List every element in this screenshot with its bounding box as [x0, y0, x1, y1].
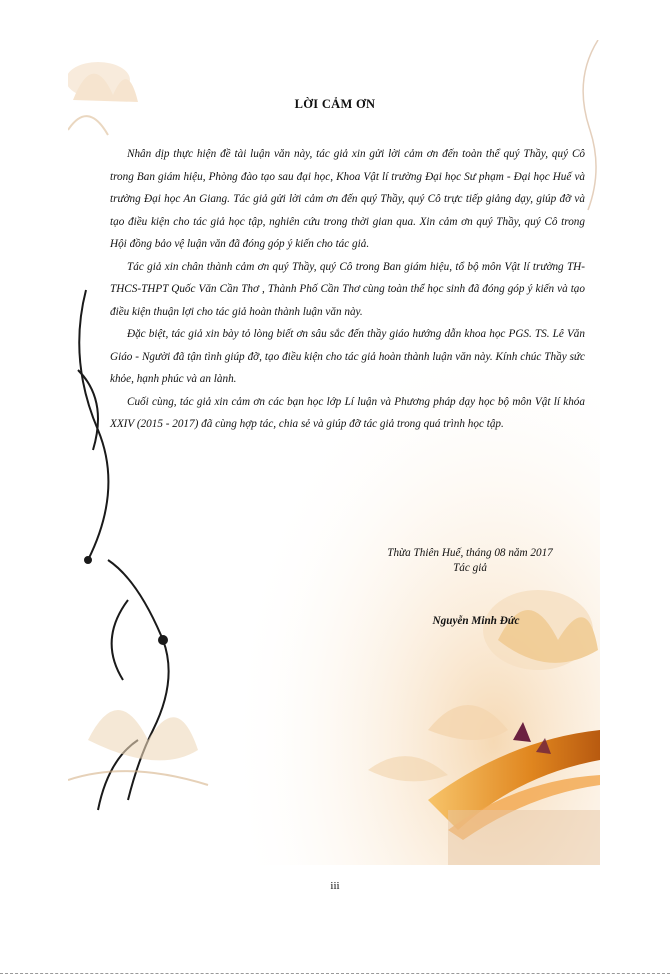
acknowledgement-body [110, 143, 585, 436]
signature-role: Tác giả [453, 562, 487, 574]
signature-name: Nguyễn Minh Đức [432, 615, 520, 627]
paragraph: Tác giả xin chân thành cảm ơn quý Thầy, quý Cô trong Ban giám hiệu, tổ bộ môn Vật lí trường TH-THCS-THPT Quốc Văn Cần Thơ , Thành Phố Cần Thơ cùng toàn thể học sinh đã đóng góp ý kiến và tạo điều kiện thuận lợi cho tác giả hoàn thành luận văn này. [110, 260, 585, 318]
signature-place-date: Thừa Thiên Huế, tháng 08 năm 2017 [387, 547, 553, 559]
paragraph: Cuối cùng, tác giả xin cảm ơn các bạn học lớp Lí luận và Phương pháp dạy học bộ môn Vật lí khóa XXIV (2015 - 2017) đã cùng hợp tác, chia sẻ và giúp đỡ tác giả trong quá trình học tập. [110, 395, 585, 430]
page-number: iii [330, 880, 340, 892]
paragraph: Đặc biệt, tác giả xin bày tỏ lòng biết ơn sâu sắc đến thầy giáo hướng dẫn khoa học PGS. TS. Lê Văn Giáo - Người đã tận tình giúp đỡ, tạo điều kiện cho tác giả hoàn thành luận văn này. Kính chúc Thầy sức khỏe, hạnh phúc và an lành. [110, 328, 585, 385]
page-title: LỜI CẢM ƠN [294, 97, 376, 111]
paragraph: Nhân dịp thực hiện đề tài luận văn này, tác giả xin gửi lời cảm ơn đến toàn thể quý Thầy, quý Cô trong Ban giám hiệu, Phòng đào tạo sau đại học, Khoa Vật lí trường Đại học Sư phạm - Đại học Huế và trường Đại học An Giang. Tác giả gửi lời cảm ơn đến quý Thầy, quý Cô trực tiếp giảng dạy, giúp đỡ và tạo điều kiện cho tác giả học tập, nghiên cứu trong thời gian qua. Xin cảm ơn quý Thầy, quý Cô trong Hội đồng bảo vệ luận văn đã đóng góp ý kiến cho tác giả. [110, 148, 585, 250]
page-break-divider [0, 973, 670, 974]
